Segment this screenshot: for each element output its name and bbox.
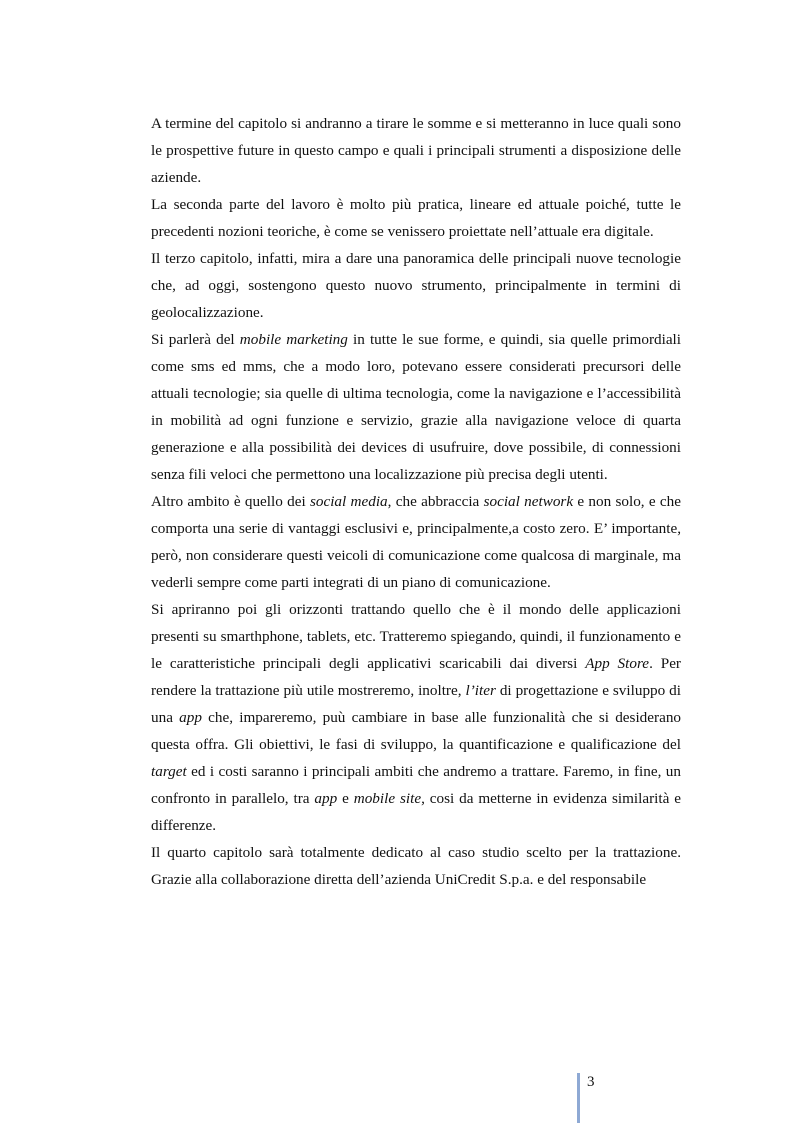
- text-run: Il quarto capitolo sarà totalmente dedicato al caso studio scelto per la trattazione. Grazie alla collaborazione diretta dell’azienda UniCredit S.p.a. e del responsabile: [151, 844, 681, 888]
- text-run: La seconda parte del lavoro è molto più pratica, lineare ed attuale poiché, tutte le precedenti nozioni teoriche, è come se venissero proiettate nell’attuale era digitale.: [151, 196, 681, 240]
- italic-term: app: [179, 709, 202, 726]
- paragraph: [151, 488, 681, 596]
- paragraph: [151, 110, 681, 191]
- text-run: . Per rendere la trattazione più utile mostreremo, inoltre,: [151, 655, 681, 699]
- paragraph: [151, 596, 681, 839]
- text-run: A termine del capitolo si andranno a tirare le somme e si metteranno in luce quali sono le prospettive future in questo campo e quali i principali strumenti a disposizione delle aziende.: [151, 115, 681, 186]
- text-run: Altro ambito è quello dei: [151, 493, 310, 510]
- body-text: [151, 110, 681, 893]
- italic-term: target: [151, 763, 187, 780]
- italic-term: App Store: [585, 655, 650, 672]
- text-run: ed i costi saranno i principali ambiti che andremo a trattare. Faremo, in fine, un confronto in parallelo, tra: [151, 763, 681, 807]
- text-run: di progettazione e sviluppo di una: [151, 682, 681, 726]
- italic-term: mobile marketing: [239, 331, 348, 348]
- paragraph: [151, 839, 681, 893]
- italic-term: social network: [483, 493, 574, 510]
- text-run: Si apriranno poi gli orizzonti trattando quello che è il mondo delle applicazioni presenti su smarthphone, tablets, etc. Tratteremo spiegando, quindi, il funzionamento e le caratteristiche principali degli applicativi scaricabili dai diversi: [151, 601, 681, 672]
- paragraph: [151, 326, 681, 488]
- text-run: che, impareremo, puù cambiare in base alle funzionalità che si desiderano questa offra. Gli obiettivi, le fasi di sviluppo, la quantificazione e qualificazione del: [151, 709, 682, 753]
- italic-term: mobile site: [353, 790, 422, 807]
- text-run: Si parlerà del: [151, 331, 240, 348]
- text-run: Il terzo capitolo, infatti, mira a dare una panoramica delle principali nuove tecnologie che, ad oggi, sostengono questo nuovo strumento, principalmente in termini di geolocalizzazione.: [151, 250, 681, 321]
- paragraph: [151, 191, 681, 245]
- text-run: e: [337, 790, 354, 807]
- page-number: 3: [587, 1074, 595, 1090]
- text-run: in tutte le sue forme, e quindi, sia quelle primordiali come sms ed mms, che a modo loro, potevano essere considerati precursori delle attuali tecnologie; sia quelle di ultima tecnologia, come la navigazione e l’accessibilità in mobilità ad ogni funzione e servizio, grazie alla navigazione veloce di quarta generazione e alla possibilità dei devices di usufruire, dove possibile, di connessioni senza fili veloci che permettono una localizzazione più precisa degli utenti.: [151, 331, 681, 483]
- paragraph: [151, 245, 681, 326]
- text-run: e non solo, e che comporta una serie di vantaggi esclusivi e, principalmente,a costo zero. E’ importante, però, non considerare questi veicoli di comunicazione come qualcosa di marginale, ma vederli sempre come parti integrati di un piano di comunicazione.: [151, 493, 681, 591]
- italic-term: app: [314, 790, 338, 807]
- text-run: , che abbraccia: [387, 493, 484, 510]
- page-number-rule: [577, 1073, 580, 1123]
- text-run: , cosi da metterne in evidenza similarità e differenze.: [151, 790, 681, 834]
- italic-term: l’iter: [465, 682, 496, 699]
- italic-term: social media: [309, 493, 388, 510]
